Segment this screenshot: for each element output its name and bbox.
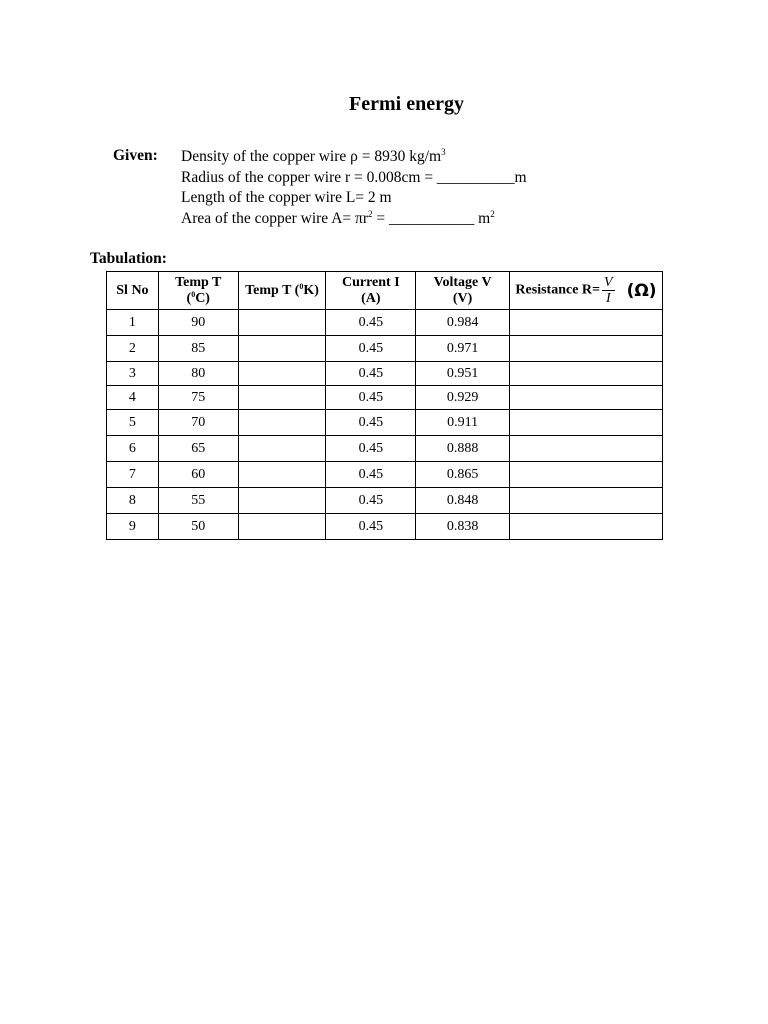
- table-row: [107, 362, 663, 386]
- cell-temp-c: 60: [158, 462, 238, 488]
- resistance-fraction: $\frac{V}{I}$: [604, 275, 613, 306]
- cell-current: 0.45: [326, 362, 416, 386]
- table-row: [107, 462, 663, 488]
- table-row: [107, 488, 663, 514]
- cell-temp-k: [238, 386, 326, 410]
- ohm-unit: (Ω): [626, 280, 657, 301]
- cell-temp-k: [238, 410, 326, 436]
- cell-resistance: [510, 436, 663, 462]
- density-exponent: 3: [441, 147, 446, 157]
- cell-temp-c: 85: [158, 336, 238, 362]
- cell-temp-k: [238, 436, 326, 462]
- cell-sl: 2: [107, 336, 159, 362]
- cell-temp-c: 50: [158, 514, 238, 540]
- area-exponent-r: 2: [368, 208, 373, 219]
- cell-resistance: [510, 410, 663, 436]
- cell-resistance: [510, 362, 663, 386]
- table-row: [107, 436, 663, 462]
- radius-text: Radius of the copper wire r = 0.008cm = __________m: [181, 168, 527, 186]
- cell-voltage: 0.911: [416, 410, 510, 436]
- area-text-b: = ___________ m: [372, 209, 491, 227]
- table-row: [107, 514, 663, 540]
- cell-voltage: 0.888: [416, 436, 510, 462]
- cell-temp-k: [238, 362, 326, 386]
- page-title: Fermi energy: [349, 93, 464, 115]
- cell-current: 0.45: [326, 410, 416, 436]
- cell-resistance: [510, 336, 663, 362]
- cell-temp-c: 55: [158, 488, 238, 514]
- cell-sl: 7: [107, 462, 159, 488]
- header-temp-c: Temp T ($^0$C): [158, 272, 238, 310]
- table-header-row: [107, 272, 663, 310]
- cell-voltage: 0.984: [416, 310, 510, 336]
- table-row: [107, 310, 663, 336]
- cell-sl: 6: [107, 436, 159, 462]
- given-values: [181, 147, 527, 229]
- cell-resistance: [510, 514, 663, 540]
- given-label: Given:: [113, 147, 158, 164]
- density-text: Density of the copper wire ρ = 8930 kg/m: [181, 148, 442, 165]
- cell-current: 0.45: [326, 488, 416, 514]
- header-sl-no: Sl No: [107, 272, 159, 310]
- length-text: Length of the copper wire L= 2 m: [181, 189, 392, 206]
- length-line: [181, 188, 527, 209]
- cell-voltage: 0.951: [416, 362, 510, 386]
- cell-sl: 8: [107, 488, 159, 514]
- tabulation-label: Tabulation:: [90, 250, 167, 267]
- cell-voltage: 0.848: [416, 488, 510, 514]
- cell-temp-c: 80: [158, 362, 238, 386]
- cell-voltage: 0.838: [416, 514, 510, 540]
- cell-current: 0.45: [326, 336, 416, 362]
- cell-sl: 9: [107, 514, 159, 540]
- header-temp-k: Temp T ($^0$K): [238, 272, 326, 310]
- cell-resistance: [510, 310, 663, 336]
- cell-sl: 5: [107, 410, 159, 436]
- cell-current: 0.45: [326, 514, 416, 540]
- cell-resistance: [510, 462, 663, 488]
- header-resistance: Resistance R= $\frac{V}{I}$ (Ω): [510, 272, 663, 310]
- observation-table: [106, 271, 663, 540]
- cell-current: 0.45: [326, 462, 416, 488]
- density-line: [181, 147, 527, 168]
- header-current: Current I (A): [326, 272, 416, 310]
- cell-temp-c: 75: [158, 386, 238, 410]
- cell-temp-k: [238, 514, 326, 540]
- cell-current: 0.45: [326, 436, 416, 462]
- cell-temp-c: 70: [158, 410, 238, 436]
- cell-current: 0.45: [326, 310, 416, 336]
- radius-line: [181, 168, 527, 189]
- header-voltage: Voltage V (V): [416, 272, 510, 310]
- cell-temp-k: [238, 310, 326, 336]
- cell-resistance: [510, 488, 663, 514]
- cell-temp-c: 65: [158, 436, 238, 462]
- cell-sl: 3: [107, 362, 159, 386]
- cell-temp-k: [238, 488, 326, 514]
- table-row: [107, 386, 663, 410]
- cell-voltage: 0.971: [416, 336, 510, 362]
- cell-temp-k: [238, 462, 326, 488]
- cell-sl: 1: [107, 310, 159, 336]
- cell-voltage: 0.865: [416, 462, 510, 488]
- cell-resistance: [510, 386, 663, 410]
- table-row: [107, 410, 663, 436]
- cell-sl: 4: [107, 386, 159, 410]
- cell-voltage: 0.929: [416, 386, 510, 410]
- cell-current: 0.45: [326, 386, 416, 410]
- area-text-a: Area of the copper wire A= πr: [181, 209, 368, 227]
- area-line: [181, 209, 527, 230]
- cell-temp-c: 90: [158, 310, 238, 336]
- cell-temp-k: [238, 336, 326, 362]
- table-row: [107, 336, 663, 362]
- area-exponent-m: 2: [490, 208, 495, 219]
